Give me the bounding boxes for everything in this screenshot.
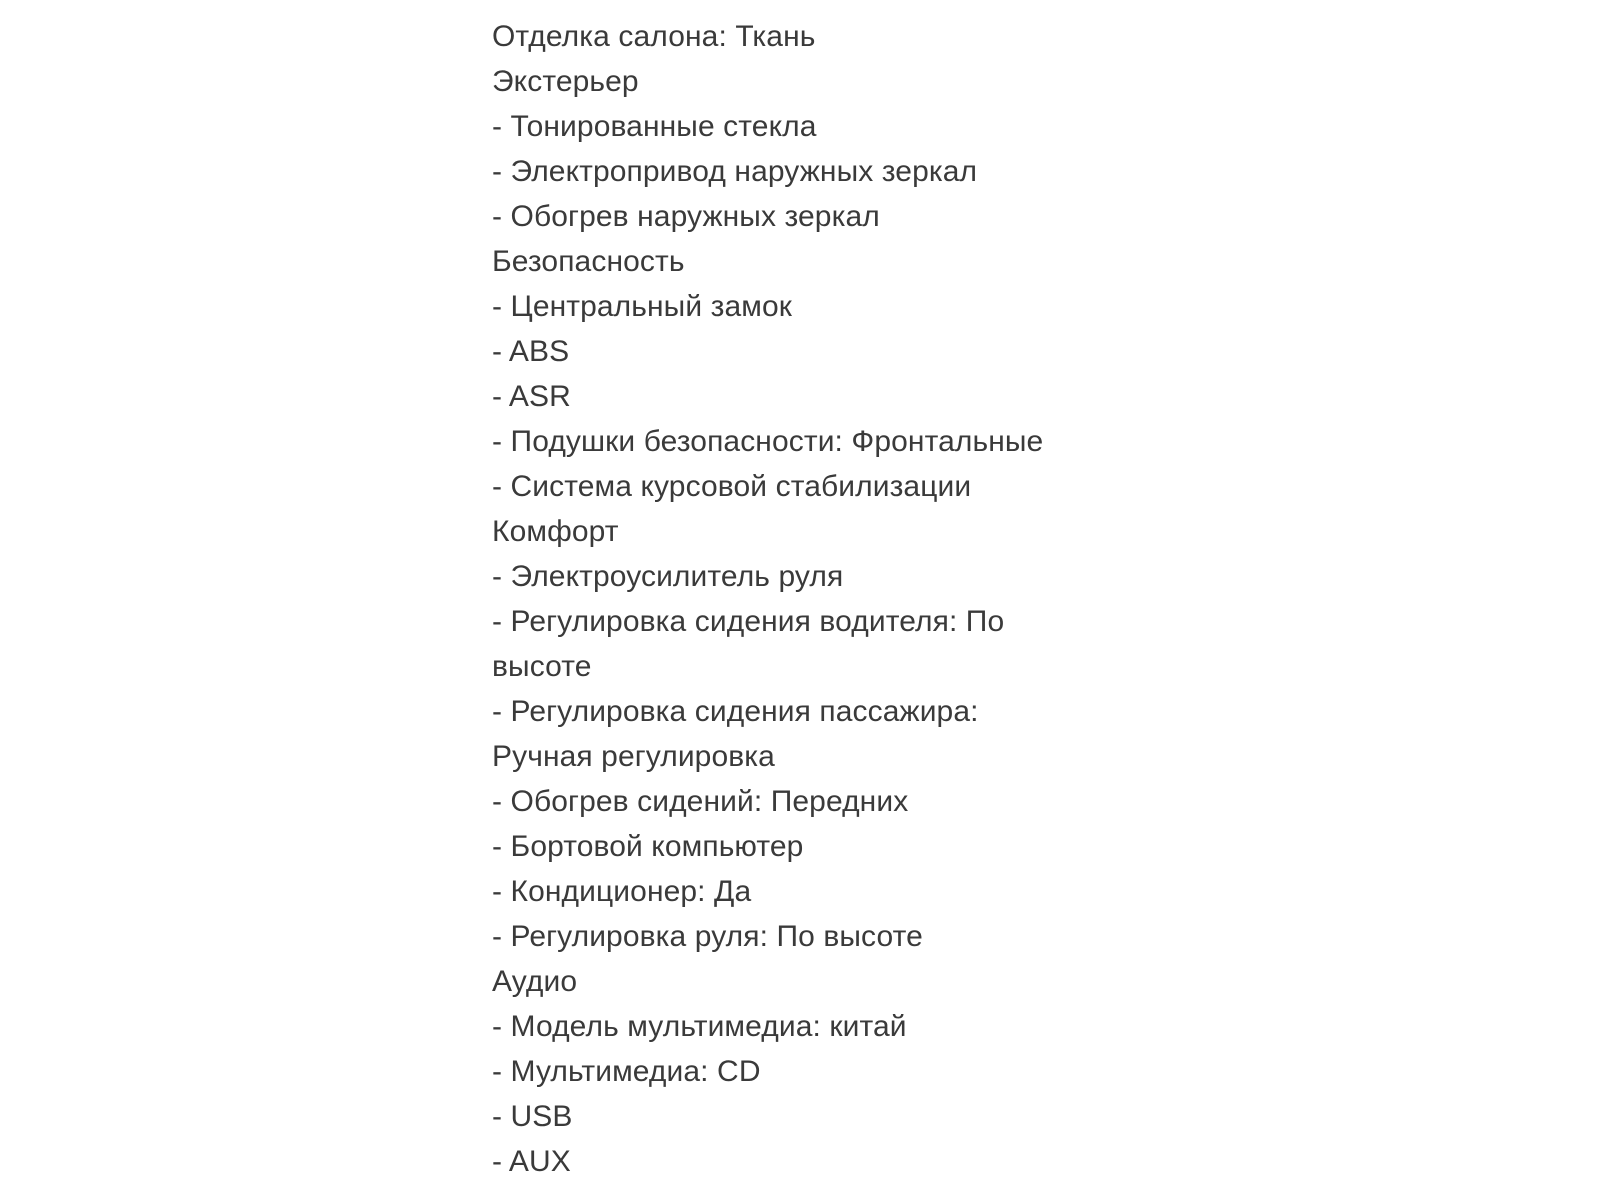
section-heading-audio: Аудио (492, 965, 578, 998)
list-item: - Бортовой компьютер (492, 830, 804, 863)
section-heading-safety: Безопасность (492, 245, 685, 278)
list-item: - Центральный замок (492, 290, 793, 323)
list-item: - Регулировка руля: По высоте (492, 920, 923, 953)
section-heading-comfort: Комфорт (492, 515, 619, 548)
spec-list (492, 14, 1492, 1184)
list-item: - Электропривод наружных зеркал (492, 155, 978, 188)
list-item: - Система курсовой стабилизации (492, 470, 972, 503)
list-item-continuation: высоте (492, 650, 592, 683)
section-heading-exterior: Экстерьер (492, 65, 639, 98)
list-item: - Мультимедиа: CD (492, 1055, 761, 1088)
list-item: - AUX (492, 1145, 571, 1178)
list-item: - Регулировка сидения водителя: По (492, 605, 1005, 638)
list-item: - Кондиционер: Да (492, 875, 752, 908)
list-item: - Подушки безопасности: Фронтальные (492, 425, 1044, 458)
list-item: - Тонированные стекла (492, 110, 817, 143)
list-item: - Обогрев сидений: Передних (492, 785, 909, 818)
list-item: - Электроусилитель руля (492, 560, 844, 593)
list-item: - Обогрев наружных зеркал (492, 200, 880, 233)
list-item: - Модель мультимедиа: китай (492, 1010, 907, 1043)
list-item: - Регулировка сидения пассажира: (492, 695, 979, 728)
list-item: - ASR (492, 380, 571, 413)
interior-trim-line: Отделка салона: Ткань (492, 20, 816, 53)
list-item: - ABS (492, 335, 570, 368)
list-item-continuation: Ручная регулировка (492, 740, 775, 773)
list-item: - USB (492, 1100, 573, 1133)
